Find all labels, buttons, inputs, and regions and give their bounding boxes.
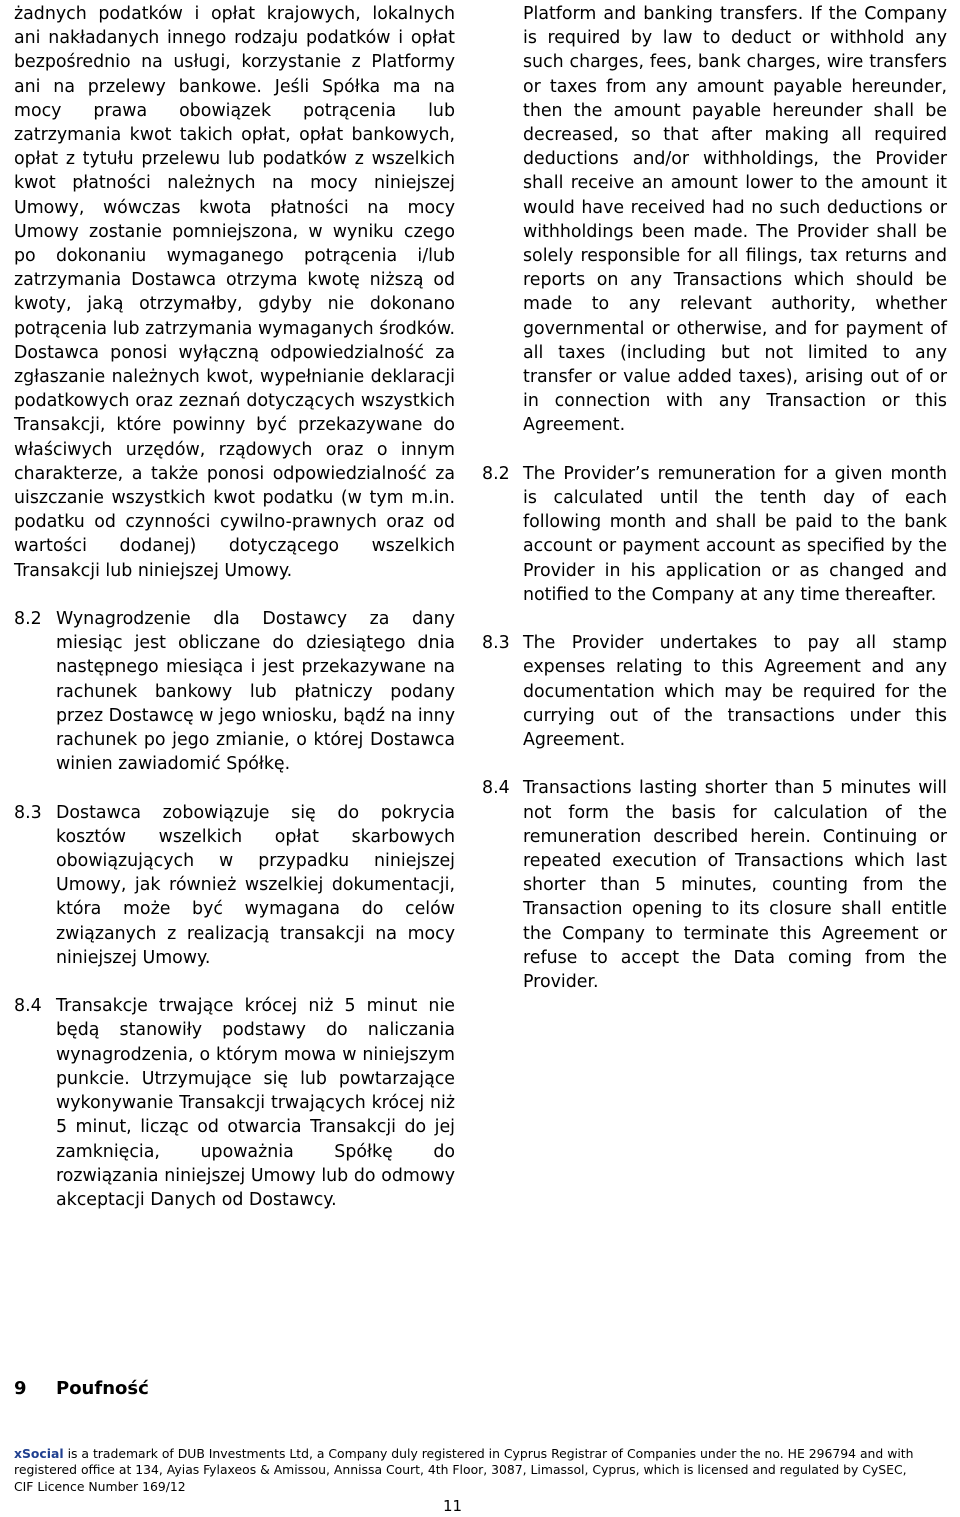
clause-8-2-en (482, 462, 947, 607)
page-footer (14, 1446, 914, 1495)
clause-text: The Provider’s remuneration for a given month is calculated until the tenth day of each following month and shall be paid to the bank account or payment account as specified by the Provider in his application or as changed and notified to the Company at any time thereafter. (523, 463, 947, 605)
english-column (482, 2, 947, 994)
paragraph-8-1-en: Platform and banking transfers. If the Company is required by law to deduct or withhold any such charges, fees, bank charges, wire transfers or taxes from any amount payable hereunder, then the amount payable hereunder shall be decreased, so that after making all required deductions and/or withholdings, the Provider shall receive an amount lower to the amount it would have received had no such deductions or withholdings been made. The Provider shall be solely responsible for all filings, tax returns and reports on any Transactions which should be made to any relevant authority, whether governmental or otherwise, and for payment of all taxes (including but not limited to any transfer or value added taxes), arising out of or in connection with any Transaction or this Agreement. (523, 4, 947, 436)
clause-8-3-pl (14, 801, 455, 970)
brand-name: xSocial (14, 1446, 64, 1461)
clause-number: 8.2 (482, 463, 510, 484)
clause-8-4-en (482, 776, 947, 994)
clause-text: Transactions lasting shorter than 5 minutes will not form the basis for calculation of the remuneration described herein. Continuing or repeated execution of Transactions which last shorter than 5 minutes, counting from the Transaction opening to its closure shall entitle the Company to terminate this Agreement or refuse to accept the Data coming from the Provider. (523, 778, 947, 993)
clause-8-4-pl (14, 994, 455, 1212)
clause-text: Transakcje trwające krócej niż 5 minut nie będą stanowiły podstawy do naliczania wynagrodzenia, o którym mowa w niniejszym punkcie. Utrzymujące się lub powtarzające wykonywanie Transakcji trwających krócej niż 5 minut, licząc od otwarcia Transakcji do jej zamknięcia, upoważnia Spółkę do rozwiązania niniejszej Umowy lub do odmowy akceptacji Danych od Dostawcy. (56, 996, 455, 1210)
paragraph-8-1-pl: żadnych podatków i opłat krajowych, lokalnych ani nakładanych innego rodzaju podatków i opłat bezpośrednio na usługi, korzystanie z Platformy ani na przelewy bankowe. Jeśli Spółka ma na mocy prawa obowiązek potrącenia lub zatrzymania kwot takich opłat, opłat bankowych, opłat z tytułu przelewu lub podatków z wszelkich kwot płatności należnych na mocy niniejszej Umowy, wówczas kwota płatności na mocy Umowy zostanie pomniejszona, w wyniku czego po dokonaniu wymaganego potrącenia i/lub zatrzymania Dostawca otrzyma kwotę niższą od kwoty, jaką otrzymałby, gdyby nie dokonano potrącenia lub zatrzymania wymaganych środków. Dostawca ponosi wyłączną odpowiedzialność za zgłaszanie należnych kwot, wypełnianie deklaracji podatkowych oraz zeznań dotyczących wszystkich Transakcji, które powinny być przekazywane do właściwych urzędów, rządowych oraz o innym charakterze, a także ponosi odpowiedzialność za uiszczanie wszystkich kwot podatku (w tym m.in. podatku od czynności cywilno-prawnych oraz od wartości dodanej) dotyczącego wszelkich Transakcji lub niniejszej Umowy. (14, 4, 455, 581)
page-number: 11 (442, 1497, 463, 1515)
clause-8-2-pl (14, 607, 455, 776)
clause-8-3-en (482, 631, 947, 752)
section-number: 9 (14, 1378, 27, 1399)
section-heading (14, 1378, 149, 1399)
clause-text: Wynagrodzenie dla Dostawcy za dany miesiąc jest obliczane do dziesiątego dnia następnego miesiąca i jest przekazywane na rachunek bankowy lub płatniczy podany przez Dostawcę w jego wniosku, bądź na inny rachunek po jego zmianie, o której Dostawca winien zawiadomić Spółkę. (56, 609, 455, 775)
polish-column (14, 2, 455, 1212)
clause-number: 8.2 (14, 609, 42, 630)
clause-number: 8.4 (14, 996, 42, 1017)
clause-text: The Provider undertakes to pay all stamp expenses relating to this Agreement and any documentation which may be required for the currying out of the transactions under this Agreement. (523, 633, 947, 751)
clause-number: 8.3 (14, 802, 42, 823)
clause-number: 8.4 (482, 778, 510, 799)
clause-number: 8.3 (482, 633, 510, 654)
section-title: Poufność (56, 1378, 149, 1399)
clause-text: Dostawca zobowiązuje się do pokrycia kosztów wszelkich opłat skarbowych obowiązujących w przypadku niniejszej Umowy, jak również wszelkiej dokumentacji, która może być wymagana do celów związanych z realizacją transakcji na mocy niniejszej Umowy. (56, 802, 455, 968)
footer-legal-text: is a trademark of DUB Investments Ltd, a Company duly registered in Cyprus Registrar of Companies under the no. HE 296794 and with registered office at 134, Ayias Fylaxeos & Amissou, Annissa Court, 4th Floor, 3087, Limassol, Cyprus, which is licensed and regulated by CySEC, CIF Licence Number 169/12 (14, 1446, 914, 1494)
